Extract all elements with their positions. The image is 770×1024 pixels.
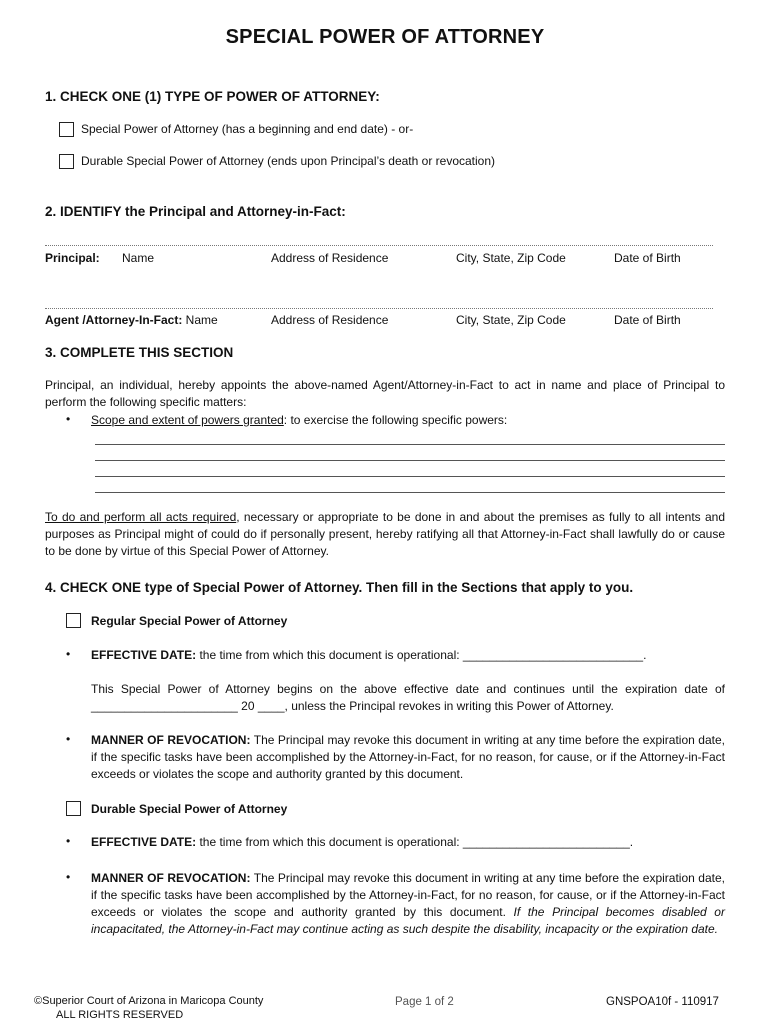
agent-label: Agent /Attorney-In-Fact: xyxy=(45,313,183,327)
revocation-text-regular: The Principal may revoke this document in writing at any time before the expiration date, if the specific tasks have been accomplished by the Attorney-in-Fact, for no reason, for cause, or if the Attorney-in-Fact exceeds or violates the scope and authority granted by this document. xyxy=(91,733,725,781)
appointment-paragraph: Principal, an individual, hereby appoints the above-named Agent/Attorney-in-Fact to act in name and place of Principal to perform the following specific matters: xyxy=(45,378,725,409)
durable-poa-checkbox[interactable] xyxy=(59,154,74,169)
revocation-label-regular: MANNER OF REVOCATION: xyxy=(91,733,251,747)
principal-city-caption: City, State, Zip Code xyxy=(456,251,566,265)
scope-line xyxy=(91,412,507,429)
agent-name-caption: Name xyxy=(185,313,218,327)
effective-bullet-regular: • xyxy=(66,647,71,661)
regular-poa-label: Regular Special Power of Attorney xyxy=(91,614,288,628)
acts-label: To do and perform all acts required xyxy=(45,510,237,524)
agent-label-row xyxy=(45,312,218,329)
durable-poa-type-checkbox[interactable] xyxy=(66,801,81,816)
durable-poa-type-label: Durable Special Power of Attorney xyxy=(91,802,288,816)
footer-rights: ALL RIGHTS RESERVED xyxy=(56,1009,184,1021)
special-poa-option-label: Special Power of Attorney (has a beginning and end date) - or- xyxy=(81,122,414,136)
effective-text-durable: the time from which this document is operational: _________________________. xyxy=(196,835,634,849)
special-poa-checkbox[interactable] xyxy=(59,122,74,137)
agent-entry-line[interactable] xyxy=(45,308,713,309)
revocation-paragraph-durable xyxy=(91,870,725,938)
revocation-bullet-durable: • xyxy=(66,870,71,884)
footer-copyright: ©Superior Court of Arizona in Maricopa County xyxy=(34,995,264,1007)
effective-text-regular: the time from which this document is operational: ___________________________. xyxy=(196,648,647,662)
section1-heading: 1. CHECK ONE (1) TYPE OF POWER OF ATTORNEY: xyxy=(45,89,380,104)
agent-dob-caption: Date of Birth xyxy=(614,313,681,327)
form-id: GNSPOA10f - 110917 xyxy=(606,996,719,1008)
durable-incapacity-clause: If the Principal becomes disabled or incapacitated, the Attorney-in-Fact may continue acting as such despite the disability, incapacity or the expiration date. xyxy=(91,905,725,936)
principal-address-caption: Address of Residence xyxy=(271,251,389,265)
revocation-paragraph-regular xyxy=(91,732,725,783)
section2-heading: 2. IDENTIFY the Principal and Attorney-in-Fact: xyxy=(45,204,346,219)
agent-city-caption: City, State, Zip Code xyxy=(456,313,566,327)
agent-address-caption: Address of Residence xyxy=(271,313,389,327)
effective-label-regular: EFFECTIVE DATE: xyxy=(91,648,197,662)
revocation-label-durable: MANNER OF REVOCATION: xyxy=(91,871,251,885)
scope-label: Scope and extent of powers granted xyxy=(91,413,284,427)
powers-line-1[interactable] xyxy=(95,444,725,445)
revocation-text-durable: The Principal may revoke this document in writing at any time before the expiration date, if the specific tasks have been accomplished by the Attorney-in-Fact, for no reason, for cause, or if the Attorney-in-Fact exceeds or violates the scope and authority granted by this document. xyxy=(91,871,725,919)
powers-line-2[interactable] xyxy=(95,460,725,461)
durable-poa-option-label: Durable Special Power of Attorney (ends upon Principal’s death or revocation) xyxy=(81,154,496,168)
acts-paragraph xyxy=(45,509,725,560)
powers-line-3[interactable] xyxy=(95,476,725,477)
principal-name-caption: Name xyxy=(122,251,155,265)
regular-poa-checkbox[interactable] xyxy=(66,613,81,628)
acts-text: , necessary or appropriate to be done in and about the premises as fully to all intents and purposes as Principal might of could do if personally present, hereby ratifying all that Attorney-in-Fact shall lawfully do or cause to be done by virtue of this Special Power of Attorney. xyxy=(45,510,725,558)
section3-heading: 3. COMPLETE THIS SECTION xyxy=(45,345,234,360)
continues-paragraph: This Special Power of Attorney begins on the above effective date and continues until the expiration date of ______________________ 20 ____, unless the Principal revokes in writing this Power of Attorney. xyxy=(91,682,725,713)
section4-heading: 4. CHECK ONE type of Special Power of Attorney. Then fill in the Sections that apply to you. xyxy=(45,580,634,595)
effective-date-regular xyxy=(91,647,646,664)
page-number: Page 1 of 2 xyxy=(395,996,454,1008)
scope-text: : to exercise the following specific powers: xyxy=(283,413,508,427)
principal-label: Principal: xyxy=(45,251,100,265)
principal-dob-caption: Date of Birth xyxy=(614,251,681,265)
revocation-bullet-regular: • xyxy=(66,732,71,746)
principal-entry-line[interactable] xyxy=(45,245,713,246)
effective-label-durable: EFFECTIVE DATE: xyxy=(91,835,197,849)
effective-date-durable xyxy=(91,834,633,851)
effective-bullet-durable: • xyxy=(66,834,71,848)
scope-bullet: • xyxy=(66,412,71,426)
document-title: SPECIAL POWER OF ATTORNEY xyxy=(225,26,545,48)
powers-line-4[interactable] xyxy=(95,492,725,493)
